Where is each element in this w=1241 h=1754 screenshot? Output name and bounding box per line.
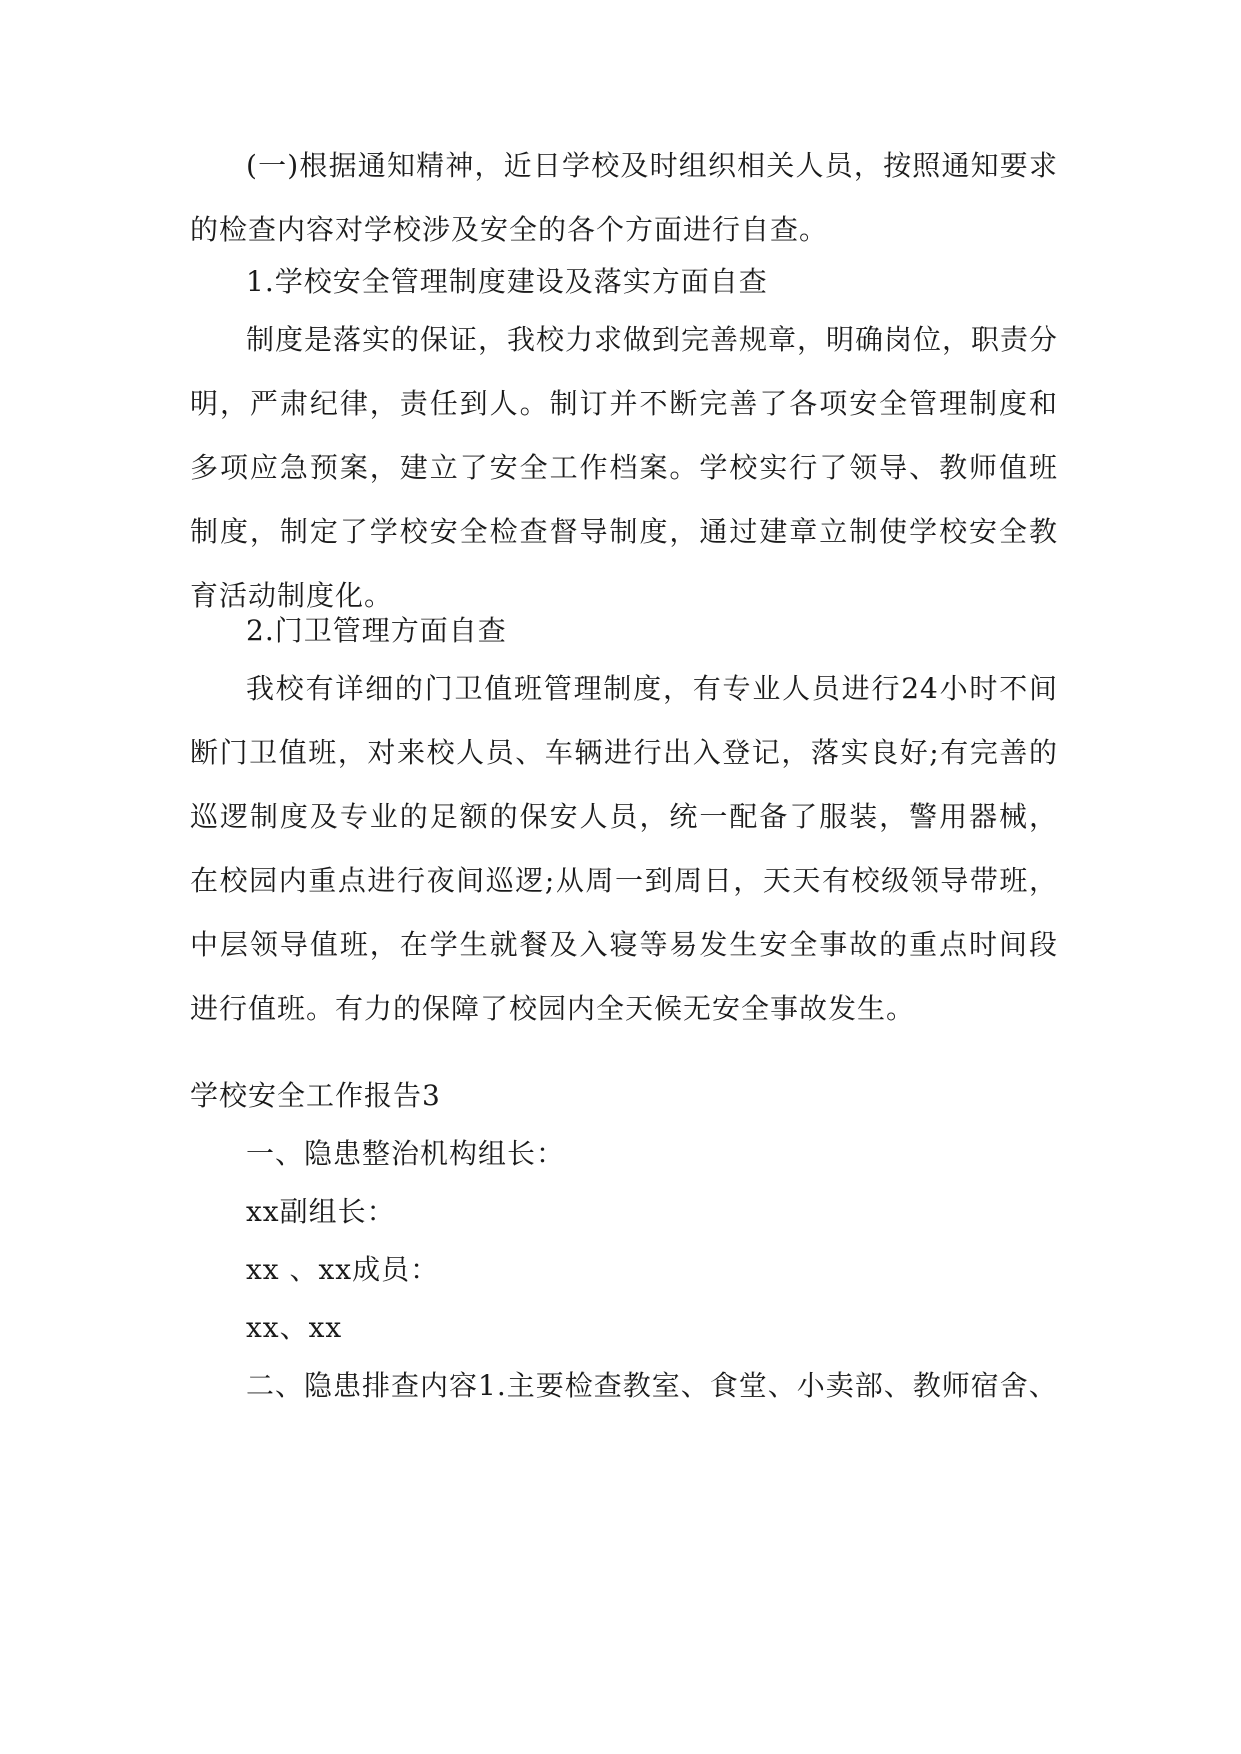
list-line-inspection-content: 二、隐患排查内容1.主要检查教室、食堂、小卖部、教师宿舍、 xyxy=(246,1369,1058,1402)
list-line-member-names: xx、xx xyxy=(246,1311,343,1344)
paragraph-self-inspection-intro: (一)根据通知精神，近日学校及时组织相关人员，按照通知要求的检查内容对学校涉及安全的各个方面进行自查。 xyxy=(190,149,1058,246)
heading-safety-management-system: 1.学校安全管理制度建设及落实方面自查 xyxy=(246,265,768,298)
heading-gatekeeper-management: 2.门卫管理方面自查 xyxy=(246,614,507,647)
paragraph-gatekeeper-management: 我校有详细的门卫值班管理制度，有专业人员进行24小时不间断门卫值班，对来校人员、车辆进行出入登记，落实良好;有完善的巡逻制度及专业的足额的保安人员，统一配备了服装，警用器械，在校园内重点进行夜间巡逻;从周一到周日，天天有校级领导带班，中层领导值班，在学生就餐及入寝等易发生安全事故的重点时间段进行值班。有力的保障了校园内全天候无安全事故发生。 xyxy=(190,672,1058,1025)
list-line-members: xx 、xx成员： xyxy=(246,1253,440,1286)
section-title-report-3: 学校安全工作报告3 xyxy=(190,1079,441,1112)
list-line-organization-leader: 一、隐患整治机构组长： xyxy=(246,1137,566,1170)
paragraph-safety-management-system: 制度是落实的保证，我校力求做到完善规章，明确岗位，职责分明，严肃纪律，责任到人。制订并不断完善了各项安全管理制度和多项应急预案，建立了安全工作档案。学校实行了领导、教师值班制度，制定了学校安全检查督导制度，通过建章立制使学校安全教育活动制度化。 xyxy=(190,323,1059,612)
list-line-deputy-leader: xx副组长： xyxy=(246,1195,396,1228)
